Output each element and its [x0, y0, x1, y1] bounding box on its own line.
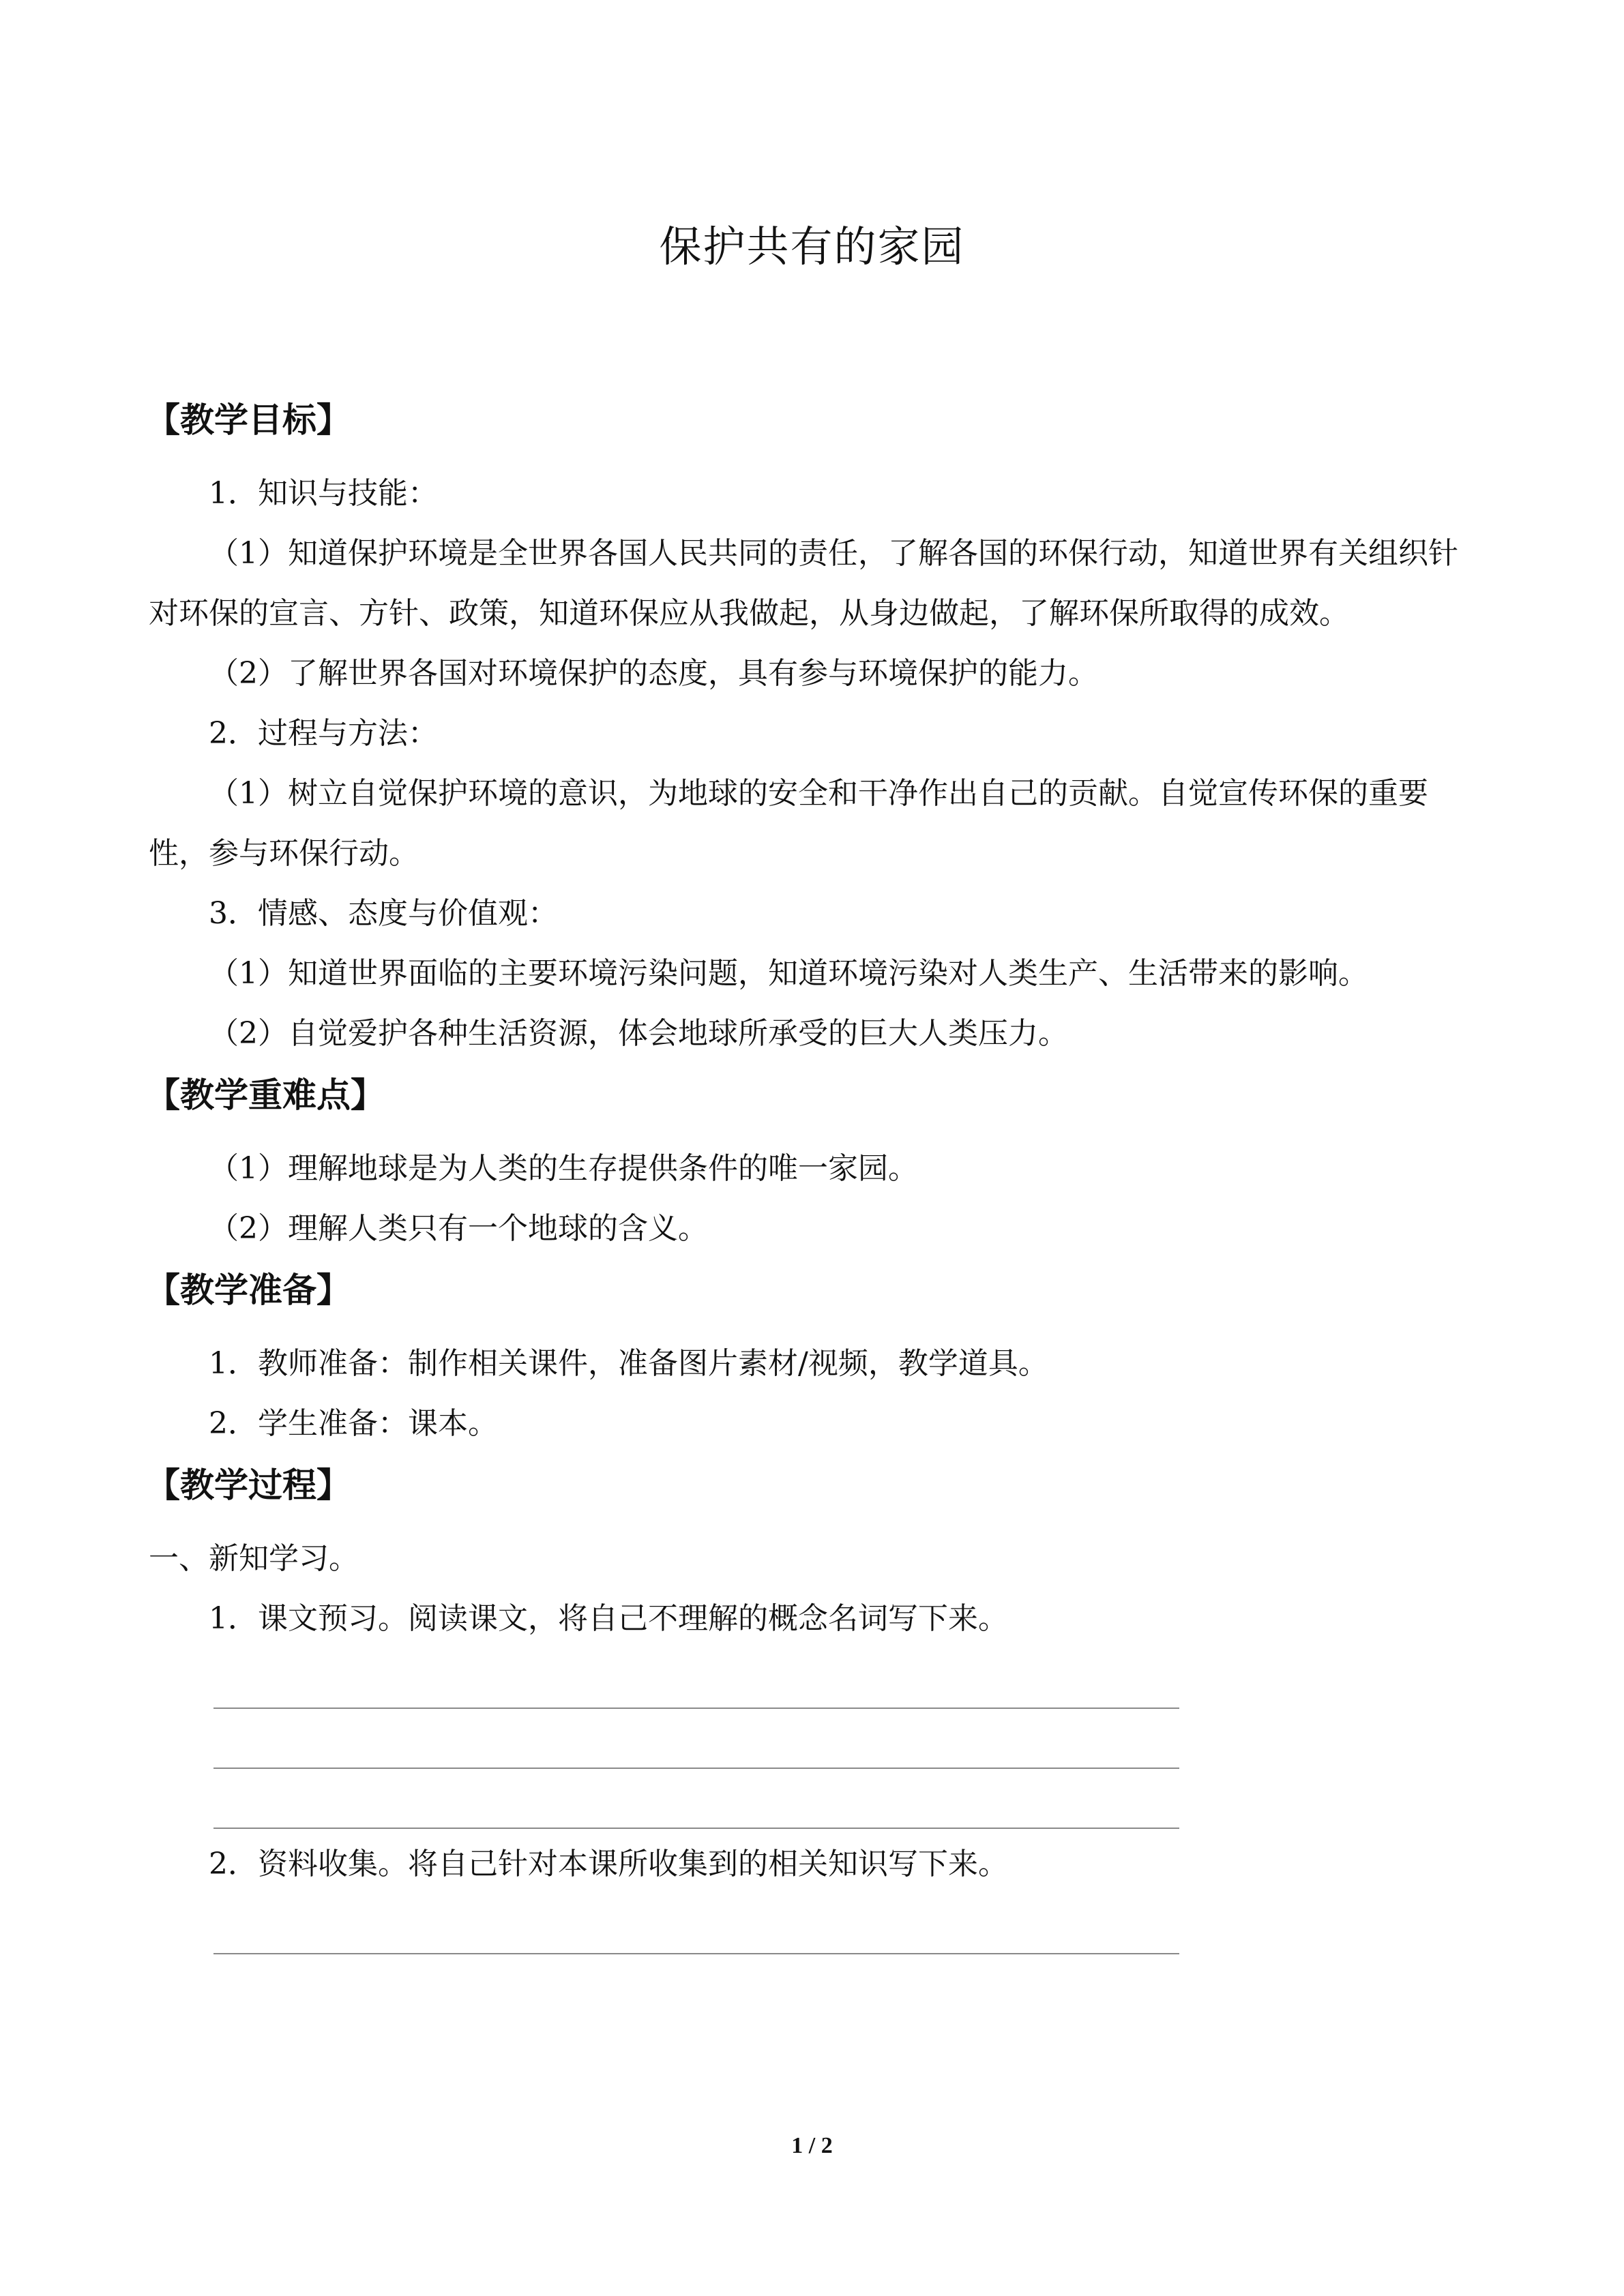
key-points-item-1: （1）理解地球是为人类的生存提供条件的唯一家园。 [209, 1151, 918, 1186]
objectives-item-3-2: （2）自觉爱护各种生活资源，体会地球所承受的巨大人类压力。 [209, 1016, 1068, 1051]
section-heading-process: 【教学过程】 [146, 1465, 351, 1505]
objectives-item-3: 3．情感、态度与价值观： [209, 896, 558, 931]
answer-line[interactable] [213, 1894, 1179, 1954]
process-item-preview: 1．课文预习。阅读课文，将自己不理解的概念名词写下来。 [209, 1601, 1008, 1636]
objectives-item-1-2: （2）了解世界各国对环境保护的态度，具有参与环境保护的能力。 [209, 656, 1098, 691]
objectives-item-1-1: （1）知道保护环境是全世界各国人民共同的责任，了解各国的环保行动，知道世界有关组织针对环保的宣言、方针、政策，知道环保应从我做起，从身边做起，了解环保所取得的成效。 [149, 536, 1458, 631]
section-heading-key-points: 【教学重难点】 [146, 1075, 385, 1115]
page-number: 1 / 2 [791, 2133, 833, 2158]
key-points-item-2: （2）理解人类只有一个地球的含义。 [209, 1211, 708, 1246]
answer-line[interactable] [213, 1769, 1179, 1829]
objectives-item-1: 1．知识与技能： [209, 476, 438, 511]
preparation-item-student: 2．学生准备：课本。 [209, 1406, 498, 1441]
preparation-item-teacher: 1．教师准备：制作相关课件，准备图片素材/视频，教学道具。 [209, 1346, 1048, 1381]
document-title: 保护共有的家园 [659, 222, 965, 271]
process-item-collect: 2．资料收集。将自己针对本课所收集到的相关知识写下来。 [209, 1847, 1008, 1881]
objectives-item-2: 2．过程与方法： [209, 716, 438, 751]
document-body [146, 389, 1475, 1954]
objectives-item-3-1: （1）知道世界面临的主要环境污染问题，知道环境污染对人类生产、生活带来的影响。 [209, 956, 1368, 991]
section-heading-preparation: 【教学准备】 [146, 1270, 351, 1310]
answer-line[interactable] [213, 1649, 1179, 1709]
objectives-item-2-1: （1）树立自觉保护环境的意识，为地球的安全和干净作出自己的贡献。自觉宣传环保的重要性，参与环保行动。 [149, 776, 1428, 871]
section-heading-objectives: 【教学目标】 [146, 400, 351, 440]
process-part-1: 一、新知学习。 [149, 1541, 359, 1576]
answer-line[interactable] [213, 1709, 1179, 1769]
